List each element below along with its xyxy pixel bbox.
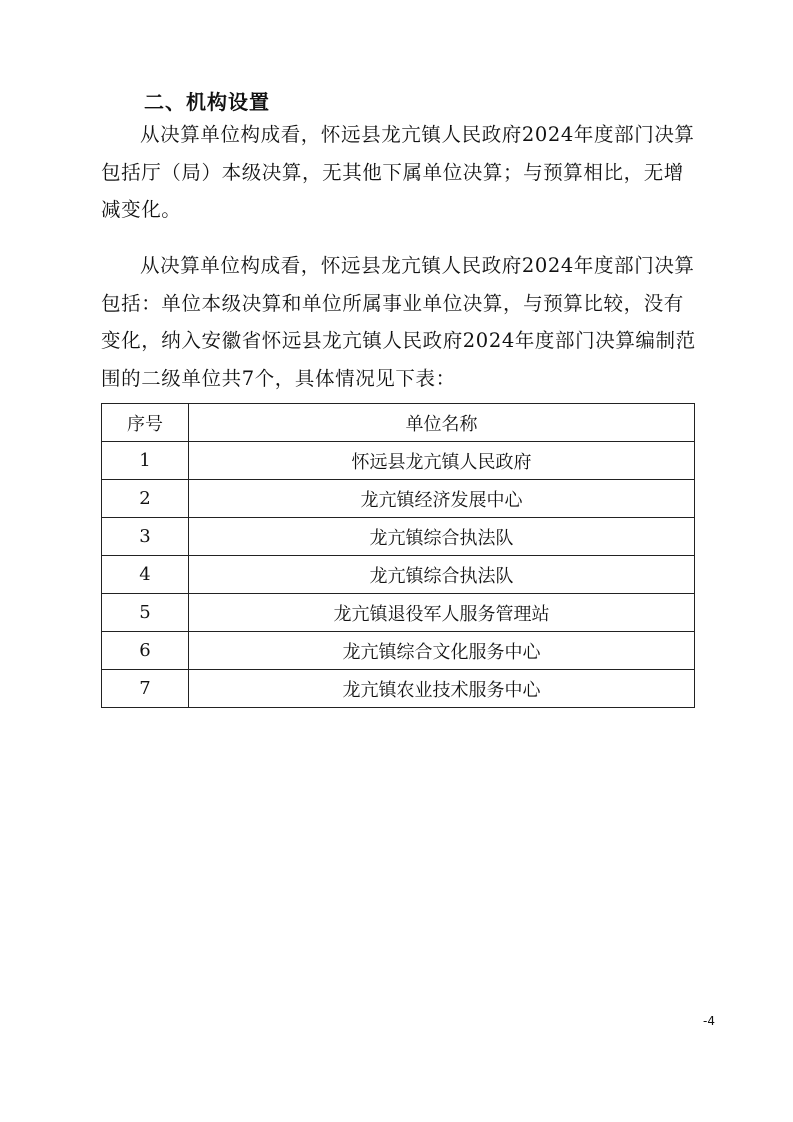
row-number: 7 (102, 670, 189, 708)
table-row (102, 670, 695, 708)
row-unit-name: 龙亢镇农业技术服务中心 (189, 670, 695, 708)
table-row (102, 518, 695, 556)
table-header-row (102, 404, 695, 442)
page-number: -4 (703, 1014, 715, 1028)
row-number: 1 (102, 442, 189, 480)
row-number: 4 (102, 556, 189, 594)
row-number: 2 (102, 480, 189, 518)
row-unit-name: 龙亢镇退役军人服务管理站 (189, 594, 695, 632)
row-number: 6 (102, 632, 189, 670)
section-heading: 二、机构设置 (144, 90, 270, 114)
header-unit-name: 单位名称 (189, 404, 695, 442)
header-serial-number: 序号 (102, 404, 189, 442)
table-row (102, 442, 695, 480)
paragraph-unit-details: 从决算单位构成看，怀远县龙亢镇人民政府2024年度部门决算包括：单位本级决算和单位所属事业单位决算，与预算比较，没有变化，纳入安徽省怀远县龙亢镇人民政府2024年度部门决算编制范围的二级单位共7个，具体情况见下表： (101, 254, 696, 390)
row-unit-name: 龙亢镇综合执法队 (189, 556, 695, 594)
table-row (102, 632, 695, 670)
table-row (102, 556, 695, 594)
unit-table (101, 403, 695, 708)
paragraph-budget-composition: 从决算单位构成看，怀远县龙亢镇人民政府2024年度部门决算包括厅（局）本级决算，无其他下属单位决算；与预算相比，无增减变化。 (101, 123, 695, 221)
row-unit-name: 龙亢镇经济发展中心 (189, 480, 695, 518)
row-unit-name: 怀远县龙亢镇人民政府 (189, 442, 695, 480)
table-row (102, 594, 695, 632)
row-number: 3 (102, 518, 189, 556)
row-unit-name: 龙亢镇综合文化服务中心 (189, 632, 695, 670)
row-number: 5 (102, 594, 189, 632)
table-row (102, 480, 695, 518)
row-unit-name: 龙亢镇综合执法队 (189, 518, 695, 556)
